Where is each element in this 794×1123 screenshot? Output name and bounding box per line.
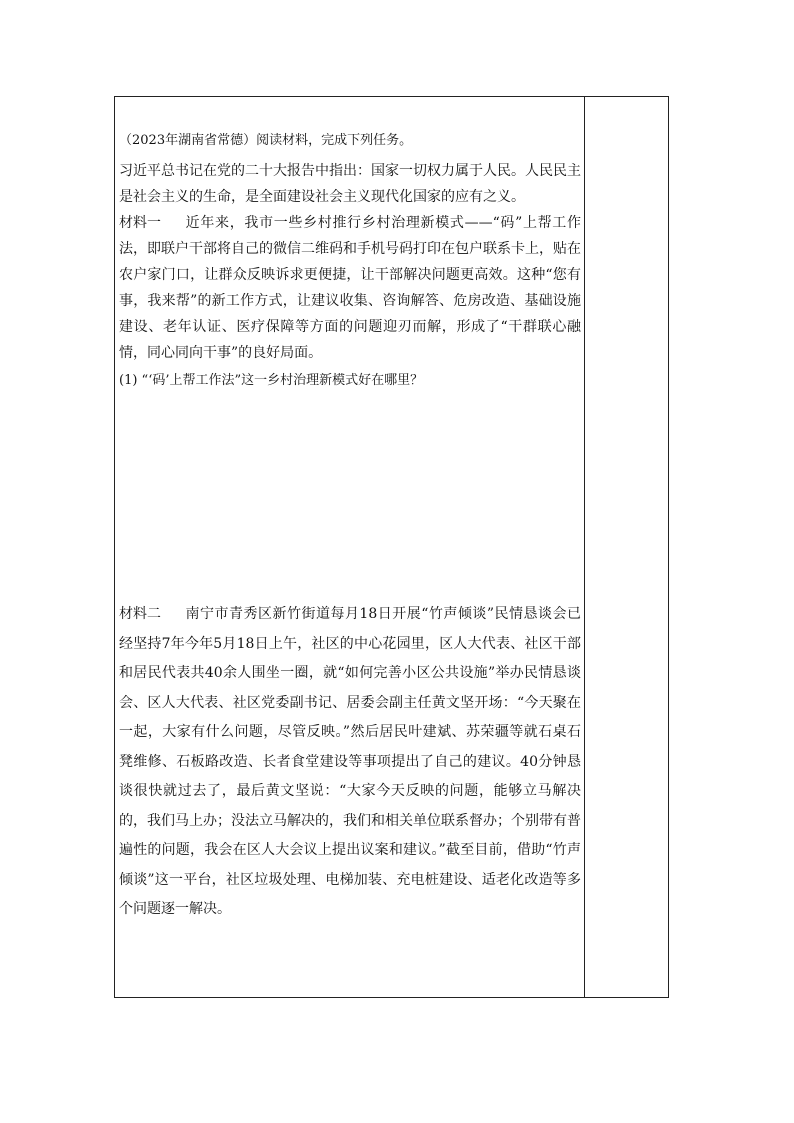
material-two-text: 南宁市青秀区新竹街道每月18日开展“竹声倾谈”民情恳谈会已经坚持7年今年5月18日上午，社区的中心花园里，区人大代表、社区干部和居民代表共40余人围坐一圈，就“如何完善小区公共设施”举办民情恳谈会、区人大代表、社区党委副书记、居委会副主任黄文坚开场：“今天聚在一起，大家有什么问题，尽管反映。”然后居民叶建斌、苏荣疆等就石桌石凳维修、石板路改造、长者食堂建设等事项提出了自己的建议。40分钟恳谈很快就过去了，最后黄文坚说：“大家今天反映的问题，能够立马解决的，我们马上办；没法立马解决的，我们和相关单位联系督办；个别带有普遍性的问题，我会在区人大会议上提出议案和建议。”截至目前，借助“竹声倾谈”这一平台，社区垃圾处理、电梯加装、充电桩建设、适老化改造等多个问题逐一解决。 xyxy=(119,606,581,917)
content-table xyxy=(114,96,669,998)
material-two-label: 材料二 xyxy=(119,606,161,622)
main-content-cell xyxy=(119,128,581,925)
material-one-text: 近年来，我市一些乡村推行乡村治理新模式——“码”上帮工作法，即联户干部将自己的微信二维码和手机号码打印在包户联系卡上，贴在农户家门口，让群众反映诉求更便捷，让干部解决问题更高效。这种“您有事，我来帮”的新工作方式，让建议收集、咨询解答、危房改造、基础设施建设、老年认证、医疗保障等方面的问题迎刃而解，形成了“干群联心融情，同心同向干事”的良好局面。 xyxy=(119,215,581,361)
intro-paragraph: 习近平总书记在党的二十大报告中指出：国家一切权力属于人民。人民民主是社会主义的生命，是全面建设社会主义现代化国家的应有之义。 xyxy=(119,163,581,205)
question-one: (1) “‘码’上帮工作法”这一乡村治理新模式好在哪里？ xyxy=(119,373,424,388)
material-one-paragraph xyxy=(119,210,581,366)
material-two-paragraph xyxy=(119,600,581,925)
answer-space xyxy=(119,394,581,600)
material-one-label: 材料一 xyxy=(119,215,161,231)
question-source: （2023年湖南省常德）阅读材料，完成下列任务。 xyxy=(119,133,413,148)
notes-cell xyxy=(585,97,669,997)
